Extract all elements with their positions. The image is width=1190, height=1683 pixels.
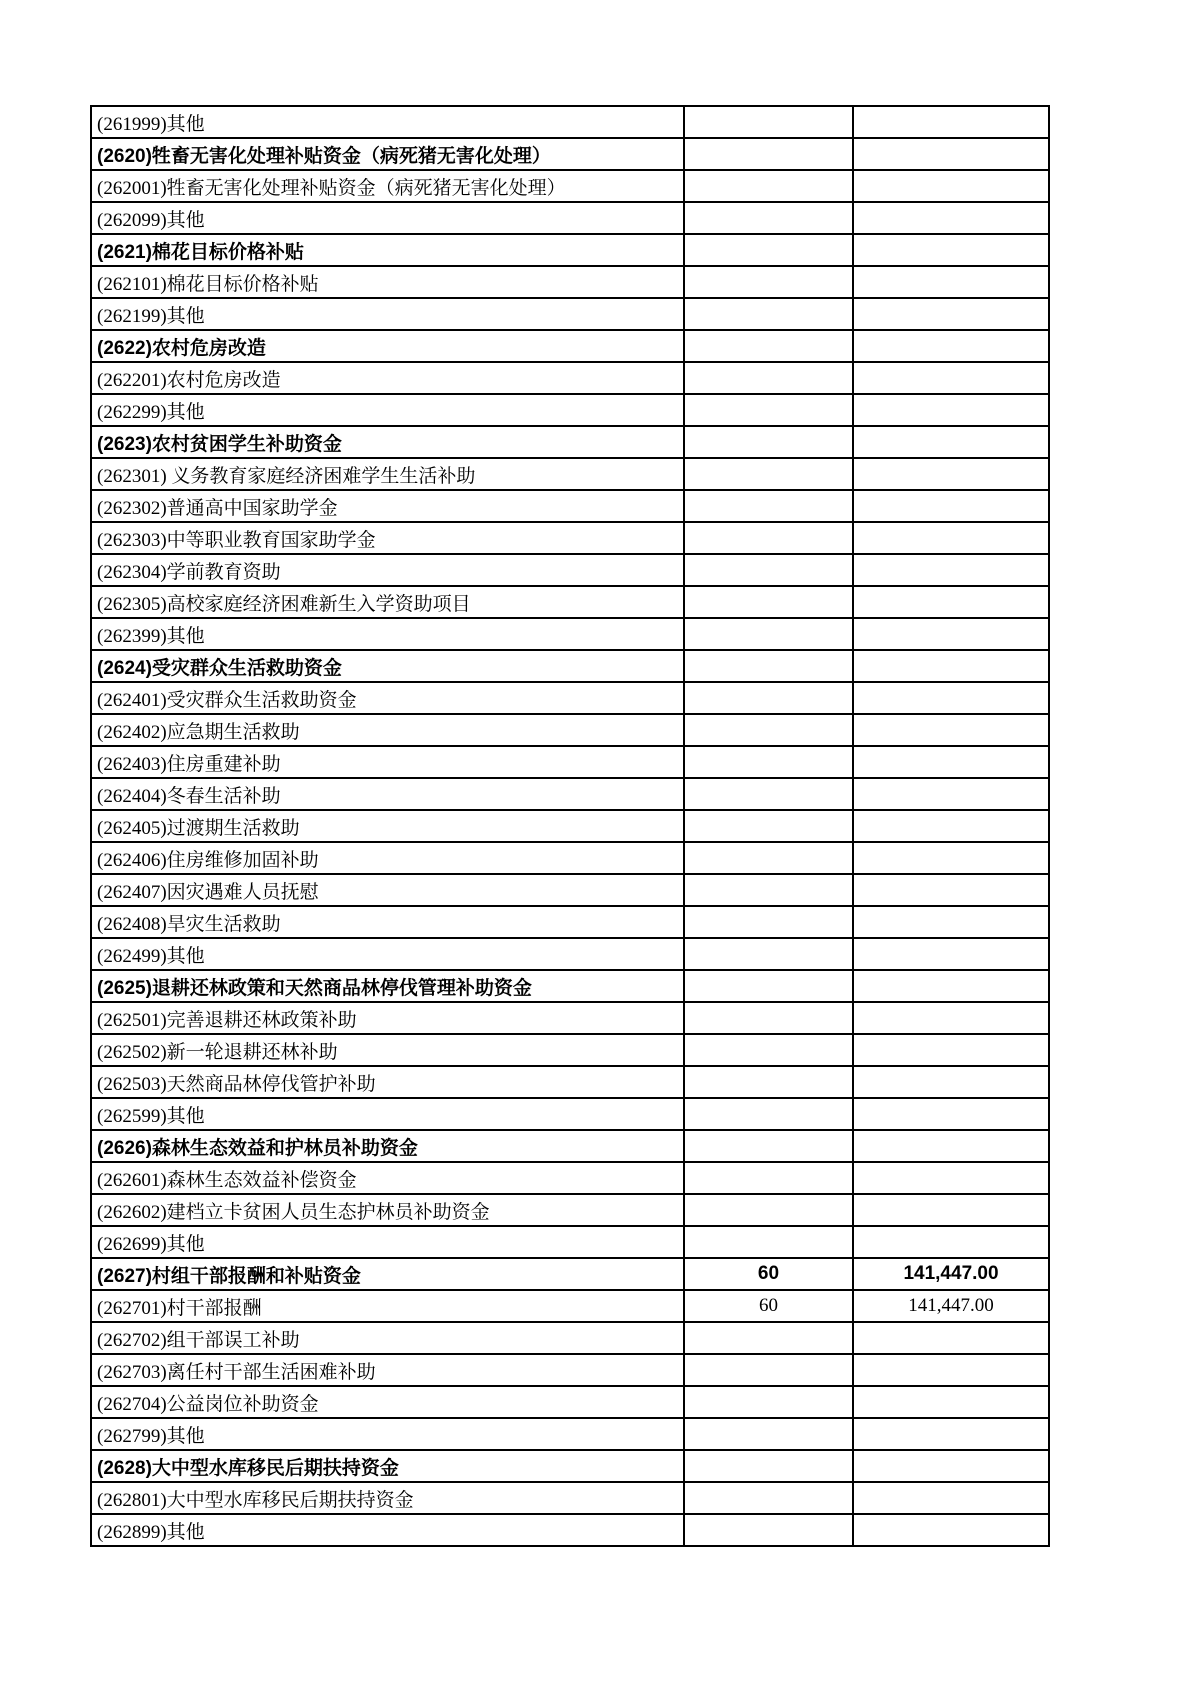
quantity-cell xyxy=(684,1066,853,1098)
item-label-cell: (262302)普通高中国家助学金 xyxy=(91,490,684,522)
quantity-cell xyxy=(684,1322,853,1354)
table-row xyxy=(91,490,1049,522)
quantity-cell xyxy=(684,586,853,618)
table-row xyxy=(91,330,1049,362)
quantity-cell: 60 xyxy=(684,1290,853,1322)
item-label-cell: (262402)应急期生活救助 xyxy=(91,714,684,746)
quantity-cell xyxy=(684,938,853,970)
quantity-cell xyxy=(684,874,853,906)
amount-cell xyxy=(853,842,1049,874)
table-row xyxy=(91,394,1049,426)
table-row xyxy=(91,426,1049,458)
table-row xyxy=(91,586,1049,618)
item-label-cell: (262503)天然商品林停伐管护补助 xyxy=(91,1066,684,1098)
item-label-cell: (262408)旱灾生活救助 xyxy=(91,906,684,938)
item-label-cell: (262699)其他 xyxy=(91,1226,684,1258)
table-row xyxy=(91,1002,1049,1034)
table-row xyxy=(91,234,1049,266)
amount-cell xyxy=(853,650,1049,682)
item-label-cell: (2627)村组干部报酬和补贴资金 xyxy=(91,1258,684,1290)
amount-cell xyxy=(853,554,1049,586)
amount-cell xyxy=(853,1418,1049,1450)
table-row xyxy=(91,618,1049,650)
subsidy-items-table xyxy=(90,105,1050,1547)
item-label-cell: (262702)组干部误工补助 xyxy=(91,1322,684,1354)
table-row xyxy=(91,778,1049,810)
table-row xyxy=(91,1162,1049,1194)
quantity-cell xyxy=(684,490,853,522)
amount-cell xyxy=(853,1354,1049,1386)
item-label-cell: (262801)大中型水库移民后期扶持资金 xyxy=(91,1482,684,1514)
item-label-cell: (262499)其他 xyxy=(91,938,684,970)
quantity-cell: 60 xyxy=(684,1258,853,1290)
item-label-cell: (262599)其他 xyxy=(91,1098,684,1130)
amount-cell xyxy=(853,234,1049,266)
item-label-cell: (262001)牲畜无害化处理补贴资金（病死猪无害化处理） xyxy=(91,170,684,202)
amount-cell xyxy=(853,394,1049,426)
quantity-cell xyxy=(684,1194,853,1226)
quantity-cell xyxy=(684,394,853,426)
amount-cell xyxy=(853,266,1049,298)
amount-cell xyxy=(853,1322,1049,1354)
amount-cell: 141,447.00 xyxy=(853,1258,1049,1290)
table-row xyxy=(91,1418,1049,1450)
table-row xyxy=(91,938,1049,970)
item-label-cell: (262404)冬春生活补助 xyxy=(91,778,684,810)
quantity-cell xyxy=(684,682,853,714)
table-row xyxy=(91,746,1049,778)
quantity-cell xyxy=(684,202,853,234)
quantity-cell xyxy=(684,298,853,330)
quantity-cell xyxy=(684,458,853,490)
quantity-cell xyxy=(684,554,853,586)
amount-cell xyxy=(853,874,1049,906)
quantity-cell xyxy=(684,1226,853,1258)
item-label-cell: (262799)其他 xyxy=(91,1418,684,1450)
table-row xyxy=(91,362,1049,394)
item-label-cell: (262703)离任村干部生活困难补助 xyxy=(91,1354,684,1386)
item-label-cell: (2626)森林生态效益和护林员补助资金 xyxy=(91,1130,684,1162)
item-label-cell: (2620)牲畜无害化处理补贴资金（病死猪无害化处理） xyxy=(91,138,684,170)
amount-cell xyxy=(853,106,1049,138)
table-row xyxy=(91,842,1049,874)
quantity-cell xyxy=(684,1354,853,1386)
quantity-cell xyxy=(684,362,853,394)
table-row xyxy=(91,554,1049,586)
amount-cell xyxy=(853,362,1049,394)
table-row xyxy=(91,1482,1049,1514)
item-label-cell: (262399)其他 xyxy=(91,618,684,650)
quantity-cell xyxy=(684,650,853,682)
table-row xyxy=(91,106,1049,138)
table-row xyxy=(91,1226,1049,1258)
amount-cell xyxy=(853,522,1049,554)
item-label-cell: (262303)中等职业教育国家助学金 xyxy=(91,522,684,554)
quantity-cell xyxy=(684,1514,853,1546)
quantity-cell xyxy=(684,842,853,874)
table-row xyxy=(91,202,1049,234)
table-row xyxy=(91,1194,1049,1226)
quantity-cell xyxy=(684,1418,853,1450)
item-label-cell: (262601)森林生态效益补偿资金 xyxy=(91,1162,684,1194)
amount-cell xyxy=(853,330,1049,362)
quantity-cell xyxy=(684,138,853,170)
amount-cell xyxy=(853,682,1049,714)
item-label-cell: (262304)学前教育资助 xyxy=(91,554,684,586)
amount-cell xyxy=(853,970,1049,1002)
quantity-cell xyxy=(684,970,853,1002)
quantity-cell xyxy=(684,1002,853,1034)
table-row xyxy=(91,138,1049,170)
quantity-cell xyxy=(684,170,853,202)
quantity-cell xyxy=(684,1386,853,1418)
amount-cell xyxy=(853,1226,1049,1258)
item-label-cell: (262602)建档立卡贫困人员生态护林员补助资金 xyxy=(91,1194,684,1226)
amount-cell xyxy=(853,1514,1049,1546)
quantity-cell xyxy=(684,906,853,938)
item-label-cell: (262701)村干部报酬 xyxy=(91,1290,684,1322)
amount-cell: 141,447.00 xyxy=(853,1290,1049,1322)
amount-cell xyxy=(853,1130,1049,1162)
item-label-cell: (262101)棉花目标价格补贴 xyxy=(91,266,684,298)
amount-cell xyxy=(853,1194,1049,1226)
quantity-cell xyxy=(684,810,853,842)
item-label-cell: (2624)受灾群众生活救助资金 xyxy=(91,650,684,682)
quantity-cell xyxy=(684,714,853,746)
amount-cell xyxy=(853,778,1049,810)
quantity-cell xyxy=(684,1034,853,1066)
amount-cell xyxy=(853,714,1049,746)
amount-cell xyxy=(853,1098,1049,1130)
amount-cell xyxy=(853,170,1049,202)
amount-cell xyxy=(853,202,1049,234)
item-label-cell: (2623)农村贫困学生补助资金 xyxy=(91,426,684,458)
item-label-cell: (262501)完善退耕还林政策补助 xyxy=(91,1002,684,1034)
quantity-cell xyxy=(684,1162,853,1194)
table-row xyxy=(91,1354,1049,1386)
item-label-cell: (262099)其他 xyxy=(91,202,684,234)
quantity-cell xyxy=(684,234,853,266)
table-row xyxy=(91,714,1049,746)
item-label-cell: (262406)住房维修加固补助 xyxy=(91,842,684,874)
amount-cell xyxy=(853,1034,1049,1066)
table-row xyxy=(91,1450,1049,1482)
table-row xyxy=(91,458,1049,490)
amount-cell xyxy=(853,490,1049,522)
amount-cell xyxy=(853,458,1049,490)
table-row xyxy=(91,906,1049,938)
amount-cell xyxy=(853,1386,1049,1418)
item-label-cell: (262502)新一轮退耕还林补助 xyxy=(91,1034,684,1066)
amount-cell xyxy=(853,618,1049,650)
table-row xyxy=(91,1258,1049,1290)
table-row xyxy=(91,650,1049,682)
table-row xyxy=(91,1034,1049,1066)
table-row xyxy=(91,1098,1049,1130)
quantity-cell xyxy=(684,1098,853,1130)
table-row xyxy=(91,810,1049,842)
amount-cell xyxy=(853,1162,1049,1194)
item-label-cell: (262199)其他 xyxy=(91,298,684,330)
amount-cell xyxy=(853,426,1049,458)
quantity-cell xyxy=(684,522,853,554)
amount-cell xyxy=(853,1002,1049,1034)
quantity-cell xyxy=(684,778,853,810)
quantity-cell xyxy=(684,1450,853,1482)
quantity-cell xyxy=(684,266,853,298)
item-label-cell: (2622)农村危房改造 xyxy=(91,330,684,362)
item-label-cell: (2625)退耕还林政策和天然商品林停伐管理补助资金 xyxy=(91,970,684,1002)
table-row xyxy=(91,298,1049,330)
item-label-cell: (262704)公益岗位补助资金 xyxy=(91,1386,684,1418)
quantity-cell xyxy=(684,330,853,362)
amount-cell xyxy=(853,586,1049,618)
item-label-cell: (262299)其他 xyxy=(91,394,684,426)
quantity-cell xyxy=(684,426,853,458)
item-label-cell: (262405)过渡期生活救助 xyxy=(91,810,684,842)
amount-cell xyxy=(853,746,1049,778)
table-row xyxy=(91,522,1049,554)
quantity-cell xyxy=(684,746,853,778)
table-row xyxy=(91,1514,1049,1546)
item-label-cell: (262403)住房重建补助 xyxy=(91,746,684,778)
item-label-cell: (262201)农村危房改造 xyxy=(91,362,684,394)
quantity-cell xyxy=(684,106,853,138)
amount-cell xyxy=(853,810,1049,842)
amount-cell xyxy=(853,138,1049,170)
item-label-cell: (262899)其他 xyxy=(91,1514,684,1546)
item-label-cell: (261999)其他 xyxy=(91,106,684,138)
item-label-cell: (262401)受灾群众生活救助资金 xyxy=(91,682,684,714)
amount-cell xyxy=(853,1482,1049,1514)
table-row xyxy=(91,1386,1049,1418)
table-row xyxy=(91,1290,1049,1322)
table-row xyxy=(91,1322,1049,1354)
table-body xyxy=(91,106,1049,1546)
amount-cell xyxy=(853,1450,1049,1482)
table-row xyxy=(91,1066,1049,1098)
table-row xyxy=(91,1130,1049,1162)
item-label-cell: (2621)棉花目标价格补贴 xyxy=(91,234,684,266)
amount-cell xyxy=(853,906,1049,938)
amount-cell xyxy=(853,1066,1049,1098)
amount-cell xyxy=(853,298,1049,330)
item-label-cell: (2628)大中型水库移民后期扶持资金 xyxy=(91,1450,684,1482)
item-label-cell: (262301) 义务教育家庭经济困难学生生活补助 xyxy=(91,458,684,490)
quantity-cell xyxy=(684,1130,853,1162)
table-row xyxy=(91,682,1049,714)
amount-cell xyxy=(853,938,1049,970)
table-row xyxy=(91,170,1049,202)
item-label-cell: (262305)高校家庭经济困难新生入学资助项目 xyxy=(91,586,684,618)
item-label-cell: (262407)因灾遇难人员抚慰 xyxy=(91,874,684,906)
table-row xyxy=(91,970,1049,1002)
quantity-cell xyxy=(684,1482,853,1514)
table-row xyxy=(91,874,1049,906)
table-row xyxy=(91,266,1049,298)
quantity-cell xyxy=(684,618,853,650)
